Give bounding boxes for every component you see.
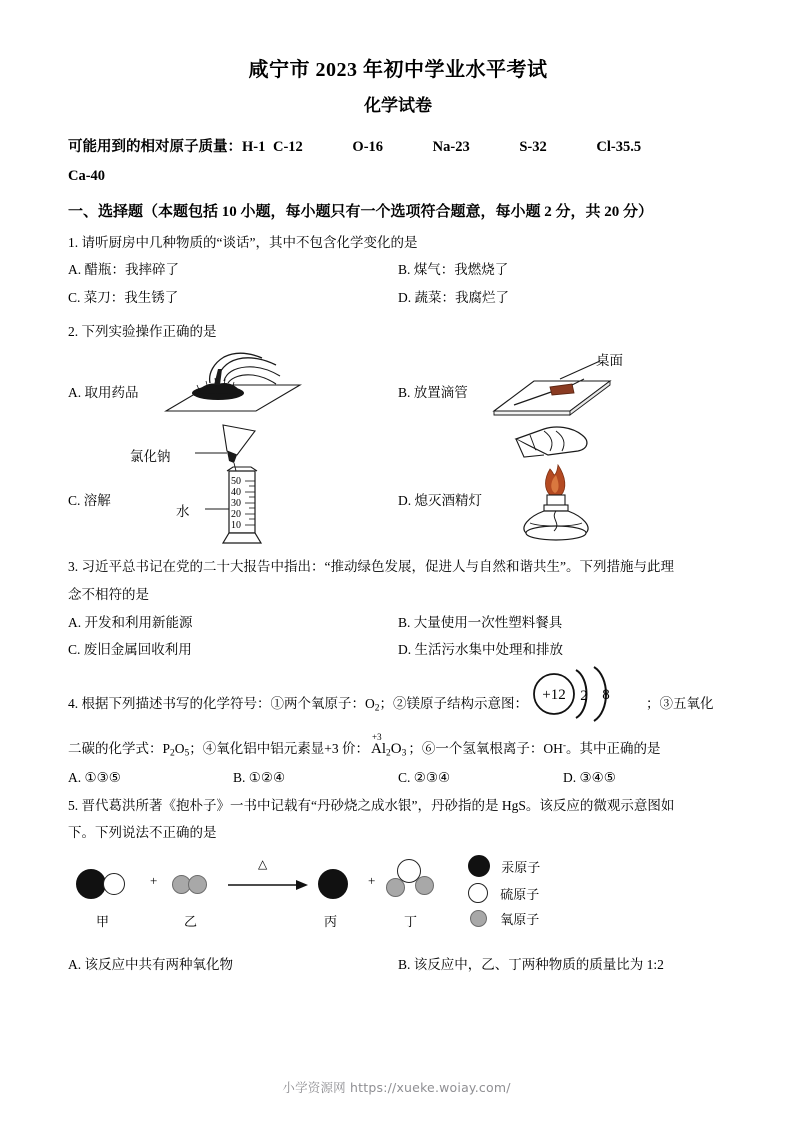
- phosphorus-subscript: 2: [170, 748, 175, 759]
- question-5-option-a[interactable]: A. 该反应中共有两种氧化物: [68, 957, 233, 973]
- sulfur-legend-icon: [468, 883, 488, 903]
- question-5-stem-line-2: 下。下列说法不正确的是: [68, 825, 217, 841]
- question-4-line2-part-4: ；⑥一个氢氧根离子：OH: [408, 741, 563, 756]
- exam-title: 咸宁市 2023 年初中学业水平考试: [248, 59, 548, 81]
- question-4-stem-part-2: ；②镁原子结构示意图：: [379, 695, 528, 711]
- aluminium-oxide-formula: [371, 732, 407, 759]
- atomic-mass-line: [68, 133, 728, 162]
- legend-item-sulfur: [468, 883, 539, 903]
- oxygen-legend-icon: [470, 910, 487, 927]
- question-1-option-a[interactable]: A. 醋瓶：我摔碎了: [68, 262, 179, 278]
- svg-text:2: 2: [580, 687, 588, 704]
- atomic-mass-item: Cl-35.5: [596, 138, 642, 155]
- valence-al-subscript: 2: [386, 748, 391, 759]
- exam-subtitle: 化学试卷: [364, 96, 432, 115]
- question-4-stem-part-1: 4. 根据下列描述书写的化学符号：①两个氧原子：O: [68, 695, 375, 711]
- species-jia-molecule: [76, 869, 125, 899]
- question-4-option-c[interactable]: C. ②③④: [398, 770, 451, 786]
- plus-sign-1: +: [150, 873, 158, 889]
- question-2-option-a[interactable]: A. 取用药品: [68, 385, 139, 401]
- question-4-options-row: [68, 764, 728, 792]
- question-4-line2-part-5: 。其中正确的是: [566, 741, 661, 756]
- question-2-option-c[interactable]: C. 溶解: [68, 493, 111, 509]
- question-1-option-c[interactable]: C. 菜刀：我生锈了: [68, 289, 179, 305]
- question-1-option-d[interactable]: D. 蔬菜：我腐烂了: [398, 289, 509, 305]
- species-bing-molecule: [318, 869, 348, 904]
- svg-text:10: 10: [231, 520, 241, 532]
- valence-o-subscript: 3: [401, 748, 407, 759]
- legend-label-mercury: 汞原子: [501, 859, 541, 875]
- section-heading: 一、选择题（本题包括 10 小题，每小题只有一个选项符合题意，每小题 2 分，共 20 分）: [68, 203, 654, 220]
- question-1-stem: 1. 请听厨房中几种物质的“谈话”，其中不包含化学变化的是: [68, 234, 418, 250]
- magnesium-shell-diagram: [528, 686, 646, 718]
- question-5: [68, 792, 728, 979]
- question-3-option-d[interactable]: D. 生活污水集中处理和排放: [398, 642, 563, 658]
- question-4: [68, 686, 728, 792]
- species-ding-label: 丁: [404, 914, 418, 930]
- question-5-particle-diagram: [68, 853, 728, 945]
- question-5-stem-line-1: 5. 晋代葛洪所著《抱朴子》一书中记载有“丹砂烧之成水银”，丹砂指的是 HgS。该反应的微观示意图如: [68, 797, 675, 813]
- atomic-mass-line-2: Ca-40: [68, 167, 106, 184]
- question-2-stem: 2. 下列实验操作正确的是: [68, 323, 217, 339]
- question-4-line2-part-2: O: [174, 741, 185, 756]
- question-4-stem-line-1: [68, 686, 728, 719]
- question-4-option-d[interactable]: D. ③④⑤: [563, 770, 616, 786]
- question-3: [68, 553, 728, 664]
- oxygen-atom-ball: [415, 876, 434, 895]
- question-3-stem-line-1: 3. 习近平总书记在党的二十大报告中指出：“推动绿色发展，促进人与自然和谐共生”。下列措施与此理: [68, 559, 674, 575]
- question-5-options-row: [68, 951, 728, 979]
- reaction-condition-label: △: [258, 857, 268, 872]
- sodium-chloride-label: 氯化钠: [130, 449, 171, 465]
- mercury-atom-ball: [318, 869, 348, 899]
- svg-text:40: 40: [231, 487, 241, 499]
- species-yi-molecule: [172, 875, 207, 894]
- legend-label-sulfur: 硫原子: [500, 886, 540, 902]
- table-surface-label: 桌面: [596, 353, 623, 369]
- question-2-figure-grid: [68, 349, 728, 545]
- reaction-arrow-icon: [228, 877, 308, 893]
- atomic-mass-item: O-16: [352, 138, 384, 155]
- question-1-option-b[interactable]: B. 煤气：我燃烧了: [398, 262, 509, 278]
- mercury-legend-icon: [468, 855, 490, 877]
- species-jia-label: 甲: [96, 914, 110, 930]
- question-4-line2-part-1: 二碳的化学式：P: [68, 741, 171, 756]
- atomic-mass-item: C-12: [272, 138, 303, 155]
- valence-al: Al: [371, 741, 387, 757]
- water-label: 水: [176, 504, 190, 520]
- question-3-option-c[interactable]: C. 废旧金属回收利用: [68, 642, 192, 658]
- oxygen-atom-ball: [386, 878, 405, 897]
- question-4-option-b[interactable]: B. ①②④: [233, 770, 286, 786]
- question-1-options-row-2: [68, 284, 728, 312]
- valence-charge: +3: [372, 732, 382, 742]
- legend-item-mercury: [468, 855, 540, 877]
- question-4-stem-line-2: [68, 732, 728, 764]
- atomic-mass-item: Na-23: [432, 138, 470, 155]
- species-bing-label: 丙: [324, 914, 338, 930]
- question-3-options-row-2: [68, 636, 728, 664]
- question-3-option-b[interactable]: B. 大量使用一次性塑料餐具: [398, 614, 563, 630]
- legend-item-oxygen: [470, 909, 539, 928]
- oxygen-subscript: 2: [374, 703, 380, 714]
- site-watermark: 小学资源网 https://xueke.woiay.com/: [282, 1080, 511, 1095]
- valence-o: O: [390, 741, 402, 757]
- question-2-option-d[interactable]: D. 熄灭酒精灯: [398, 493, 482, 509]
- svg-text:50: 50: [231, 476, 241, 488]
- take-reagent-illustration: [158, 351, 308, 428]
- question-2-option-b[interactable]: B. 放置滴管: [398, 385, 468, 401]
- svg-text:20: 20: [231, 509, 241, 521]
- dissolve-cylinder-illustration: [193, 421, 305, 552]
- species-ding-molecule: [384, 859, 438, 905]
- question-1-options-row-1: [68, 256, 728, 284]
- legend-label-oxygen: 氧原子: [500, 912, 540, 928]
- table-surface-leader-line: [558, 357, 604, 383]
- question-1: [68, 229, 728, 312]
- question-4-option-a[interactable]: A. ①③⑤: [68, 770, 121, 786]
- svg-text:30: 30: [231, 498, 241, 510]
- hydroxide-charge: -: [562, 740, 567, 751]
- question-3-options-row-1: [68, 609, 728, 637]
- atomic-mass-item: S-32: [519, 138, 547, 155]
- svg-text:+12: +12: [542, 686, 566, 703]
- question-4-stem-part-3: ；③五氧化: [646, 695, 714, 711]
- atomic-mass-lead: 可能用到的相对原子质量：H-1: [68, 138, 266, 155]
- oxide-subscript: 5: [184, 748, 190, 759]
- sulfur-atom-ball: [103, 873, 125, 895]
- question-5-option-b[interactable]: B. 该反应中，乙、丁两种物质的质量比为 1:2: [398, 957, 664, 973]
- plus-sign-2: +: [368, 873, 376, 889]
- question-3-option-a[interactable]: A. 开发和利用新能源: [68, 614, 193, 630]
- exam-sheet: [68, 55, 728, 979]
- svg-text:8: 8: [602, 686, 610, 703]
- question-3-stem-line-2: 念不相符的是: [68, 586, 149, 602]
- question-4-line2-part-3: ；④氧化铝中铝元素显+3 价：: [189, 741, 370, 756]
- oxygen-atom-ball: [188, 875, 207, 894]
- species-yi-label: 乙: [184, 914, 198, 930]
- extinguish-alcohol-lamp-illustration: [500, 423, 620, 550]
- mercury-atom-ball: [76, 869, 106, 899]
- question-2: [68, 318, 728, 546]
